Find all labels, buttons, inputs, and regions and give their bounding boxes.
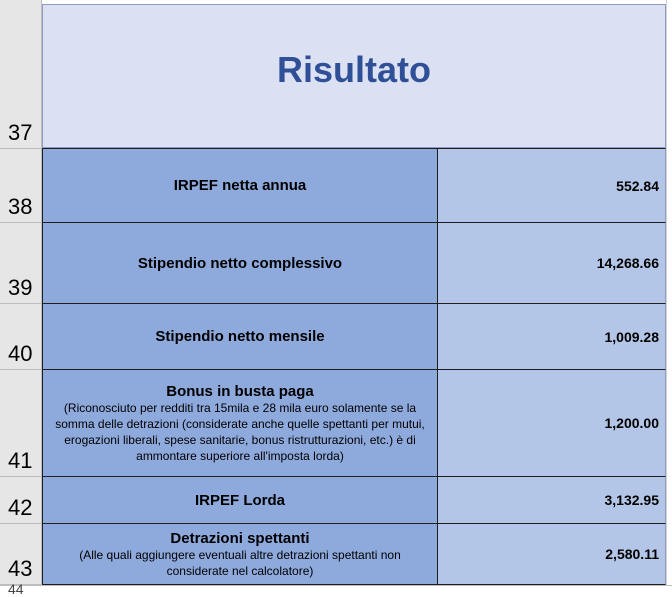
- value-cell-detrazioni-spettanti[interactable]: 2,580.11: [437, 523, 666, 585]
- label-cell-irpef-lorda[interactable]: [42, 476, 438, 524]
- value-cell-bonus-busta-paga[interactable]: 1,200.00: [437, 369, 666, 477]
- result-title-cell[interactable]: [42, 4, 666, 148]
- label-note: (Alle quali aggiungere eventuali altre detrazioni spettanti non considerate nel calcolatore): [79, 547, 401, 578]
- label-cell-stipendio-netto-complessivo[interactable]: [42, 222, 438, 304]
- label-cell-detrazioni-spettanti[interactable]: [42, 523, 438, 585]
- label-cell-bonus-busta-paga[interactable]: [42, 369, 438, 477]
- label-text: Detrazioni spettanti: [170, 529, 310, 547]
- result-title: Risultato: [276, 49, 431, 90]
- row-number-44[interactable]: 44: [8, 581, 24, 597]
- label-text: IRPEF Lorda: [194, 491, 285, 509]
- label-note: (Riconosciuto per redditi tra 15mila e 28 mila euro solamente se la somma delle detrazioni (considerate anche quelle spettanti per mutui, erogazioni liberali, spese sanitarie, bonus ristrutturazioni, etc.) è di ammontare superiore all'imposta lorda): [55, 400, 425, 463]
- column-gridline: [666, 0, 672, 592]
- row-number-37[interactable]: 37: [0, 0, 41, 149]
- label-text: Stipendio netto mensile: [155, 328, 325, 345]
- row-number-38[interactable]: 38: [0, 149, 41, 223]
- label-cell-stipendio-netto-mensile[interactable]: [42, 303, 438, 370]
- value-cell-stipendio-netto-complessivo[interactable]: 14,268.66: [437, 222, 666, 304]
- value-cell-irpef-lorda[interactable]: 3,132.95: [437, 476, 666, 524]
- row-number-43[interactable]: 43: [0, 524, 41, 585]
- label-text: Bonus in busta paga: [166, 382, 314, 400]
- value-cell-stipendio-netto-mensile[interactable]: 1,009.28: [437, 303, 666, 370]
- value-cell-irpef-netta[interactable]: 552.84: [437, 148, 666, 223]
- row-number-39[interactable]: 39: [0, 223, 41, 304]
- row-number-42[interactable]: 42: [0, 477, 41, 524]
- label-cell-irpef-netta[interactable]: [42, 148, 438, 223]
- label-text: Stipendio netto complessivo: [137, 254, 343, 272]
- label-text: IRPEF netta annua: [173, 177, 307, 194]
- row-number-41[interactable]: 41: [0, 370, 41, 477]
- row-number-40[interactable]: 40: [0, 304, 41, 370]
